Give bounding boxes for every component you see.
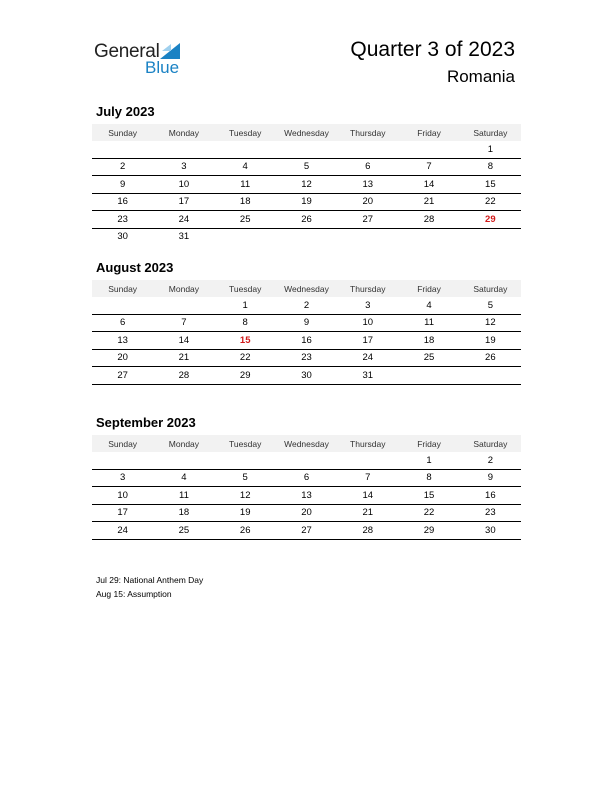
week-row [92, 141, 521, 158]
day-cell: 14 [153, 332, 214, 350]
weekday-header: Saturday [460, 435, 521, 452]
day-cell: 13 [276, 487, 337, 505]
day-cell [276, 141, 337, 158]
day-cell: 17 [337, 332, 398, 350]
day-cell: 16 [460, 487, 521, 505]
weekday-header: Monday [153, 124, 214, 141]
day-cell: 8 [460, 158, 521, 176]
day-cell: 4 [153, 469, 214, 487]
day-cell: 2 [276, 297, 337, 314]
day-cell: 16 [92, 193, 153, 211]
day-cell [398, 367, 459, 385]
day-cell: 10 [153, 176, 214, 194]
weekday-header: Tuesday [215, 435, 276, 452]
day-cell: 17 [92, 504, 153, 522]
day-cell: 9 [460, 469, 521, 487]
day-cell [153, 297, 214, 314]
weekday-header: Sunday [92, 280, 153, 297]
weekday-header: Thursday [337, 280, 398, 297]
day-cell: 22 [398, 504, 459, 522]
month-july [92, 103, 521, 245]
day-cell: 26 [276, 211, 337, 229]
day-cell: 7 [398, 158, 459, 176]
day-cell: 31 [337, 367, 398, 385]
holiday-notes [96, 573, 203, 601]
day-cell: 10 [92, 487, 153, 505]
logo-word-general: General [94, 41, 160, 62]
week-row [92, 314, 521, 332]
generalblue-logo [94, 41, 194, 81]
day-cell: 28 [337, 522, 398, 540]
day-cell: 6 [276, 469, 337, 487]
day-cell: 24 [92, 522, 153, 540]
day-cell: 28 [398, 211, 459, 229]
calendar-grid [92, 435, 521, 540]
day-cell: 26 [460, 349, 521, 367]
day-cell [460, 228, 521, 245]
day-cell: 20 [276, 504, 337, 522]
day-cell: 20 [92, 349, 153, 367]
day-cell: 19 [460, 332, 521, 350]
day-cell: 30 [460, 522, 521, 540]
day-cell: 18 [398, 332, 459, 350]
day-cell [92, 297, 153, 314]
day-cell: 3 [153, 158, 214, 176]
day-cell: 7 [153, 314, 214, 332]
weekday-header: Saturday [460, 124, 521, 141]
day-cell: 17 [153, 193, 214, 211]
day-cell: 25 [153, 522, 214, 540]
day-cell: 5 [215, 469, 276, 487]
day-cell: 18 [153, 504, 214, 522]
weekday-header: Saturday [460, 280, 521, 297]
day-cell [337, 141, 398, 158]
month-august [92, 259, 521, 385]
day-cell [460, 367, 521, 385]
day-cell: 9 [276, 314, 337, 332]
day-cell: 22 [460, 193, 521, 211]
day-cell: 23 [460, 504, 521, 522]
week-row [92, 522, 521, 540]
day-cell [215, 141, 276, 158]
day-cell: 23 [92, 211, 153, 229]
day-cell: 12 [276, 176, 337, 194]
week-row [92, 349, 521, 367]
day-cell: 8 [215, 314, 276, 332]
day-cell: 14 [337, 487, 398, 505]
day-cell: 5 [460, 297, 521, 314]
calendar-grid [92, 280, 521, 385]
logo-word-blue: Blue [145, 58, 180, 77]
day-cell: 8 [398, 469, 459, 487]
weekday-header: Sunday [92, 124, 153, 141]
day-cell: 19 [276, 193, 337, 211]
day-cell: 29 [398, 522, 459, 540]
day-cell: 31 [178, 231, 190, 243]
calendar-grid [92, 124, 521, 245]
weekday-header: Tuesday [215, 280, 276, 297]
day-cell: 10 [337, 314, 398, 332]
day-cell: 2 [92, 158, 153, 176]
day-cell: 23 [276, 349, 337, 367]
day-cell: 20 [337, 193, 398, 211]
weekday-header: Wednesday [276, 280, 337, 297]
day-cell: 13 [92, 332, 153, 350]
day-cell: 4 [398, 297, 459, 314]
day-cell: 6 [337, 158, 398, 176]
day-cell [215, 228, 276, 245]
week-row [92, 452, 521, 469]
day-cell [337, 228, 398, 245]
day-cell: 1 [215, 297, 276, 314]
day-cell: 15 [460, 176, 521, 194]
day-cell: 15 [398, 487, 459, 505]
weekday-header: Friday [398, 280, 459, 297]
day-cell: 27 [92, 367, 153, 385]
day-cell: 28 [153, 367, 214, 385]
country-name: Romania [446, 67, 515, 86]
weekday-header: Monday [153, 280, 214, 297]
day-cell: 11 [215, 176, 276, 194]
week-row [92, 332, 521, 350]
month-september [92, 414, 521, 540]
month-title: August 2023 [96, 260, 174, 275]
page-title: Quarter 3 of 2023 [350, 38, 515, 61]
week-row [92, 297, 521, 314]
week-row [92, 158, 521, 176]
month-title: July 2023 [96, 104, 155, 119]
day-cell: 3 [337, 297, 398, 314]
day-cell: 11 [153, 487, 214, 505]
day-cell: 7 [337, 469, 398, 487]
day-cell: 21 [398, 193, 459, 211]
day-cell: 21 [153, 349, 214, 367]
day-cell: 2 [460, 452, 521, 469]
weekday-header: Wednesday [276, 435, 337, 452]
day-cell: 12 [215, 487, 276, 505]
day-cell: 4 [215, 158, 276, 176]
day-cell: 29 [215, 367, 276, 385]
weekday-header: Friday [398, 435, 459, 452]
weekday-header: Thursday [337, 124, 398, 141]
day-cell: 22 [215, 349, 276, 367]
day-cell: 27 [276, 522, 337, 540]
logo-triangle-highlight [162, 44, 171, 51]
week-row [92, 176, 521, 194]
day-cell [276, 452, 337, 469]
day-cell [276, 228, 337, 245]
day-cell: 21 [337, 504, 398, 522]
weekday-header: Tuesday [215, 124, 276, 141]
day-cell: 30 [276, 367, 337, 385]
week-row [92, 487, 521, 505]
week-row [92, 504, 521, 522]
day-cell: 13 [337, 176, 398, 194]
holiday-note: Aug 15: Assumption [96, 589, 172, 599]
week-row [92, 367, 521, 385]
weekday-header: Friday [398, 124, 459, 141]
day-cell: 16 [276, 332, 337, 350]
day-cell: 6 [92, 314, 153, 332]
day-cell: 12 [460, 314, 521, 332]
week-row [92, 469, 521, 487]
week-row [92, 228, 521, 245]
week-row [92, 211, 521, 229]
day-cell: 19 [215, 504, 276, 522]
holiday-day-cell: 15 [215, 332, 276, 350]
day-cell: 1 [460, 141, 521, 158]
day-cell: 9 [92, 176, 153, 194]
day-cell: 1 [398, 452, 459, 469]
weekday-header: Monday [153, 435, 214, 452]
day-cell: 24 [153, 211, 214, 229]
day-cell: 25 [398, 349, 459, 367]
month-title: September 2023 [96, 415, 196, 430]
day-cell: 26 [215, 522, 276, 540]
day-cell: 27 [337, 211, 398, 229]
holiday-note: Jul 29: National Anthem Day [96, 575, 204, 585]
day-cell [337, 452, 398, 469]
day-cell [398, 228, 459, 245]
day-cell: 18 [215, 193, 276, 211]
day-cell [215, 452, 276, 469]
day-cell [92, 452, 153, 469]
weekday-header: Sunday [92, 435, 153, 452]
day-cell: 25 [215, 211, 276, 229]
day-cell: 5 [276, 158, 337, 176]
day-cell [153, 452, 214, 469]
day-cell [398, 141, 459, 158]
day-cell: 30 [117, 231, 128, 243]
day-cell: 3 [92, 469, 153, 487]
week-row [92, 193, 521, 211]
day-cell: 14 [398, 176, 459, 194]
weekday-header: Thursday [337, 435, 398, 452]
day-cell [153, 141, 214, 158]
day-cell: 24 [337, 349, 398, 367]
holiday-day-cell: 29 [460, 211, 521, 229]
day-cell: 11 [398, 314, 459, 332]
weekday-header: Wednesday [276, 124, 337, 141]
day-cell [92, 141, 153, 158]
